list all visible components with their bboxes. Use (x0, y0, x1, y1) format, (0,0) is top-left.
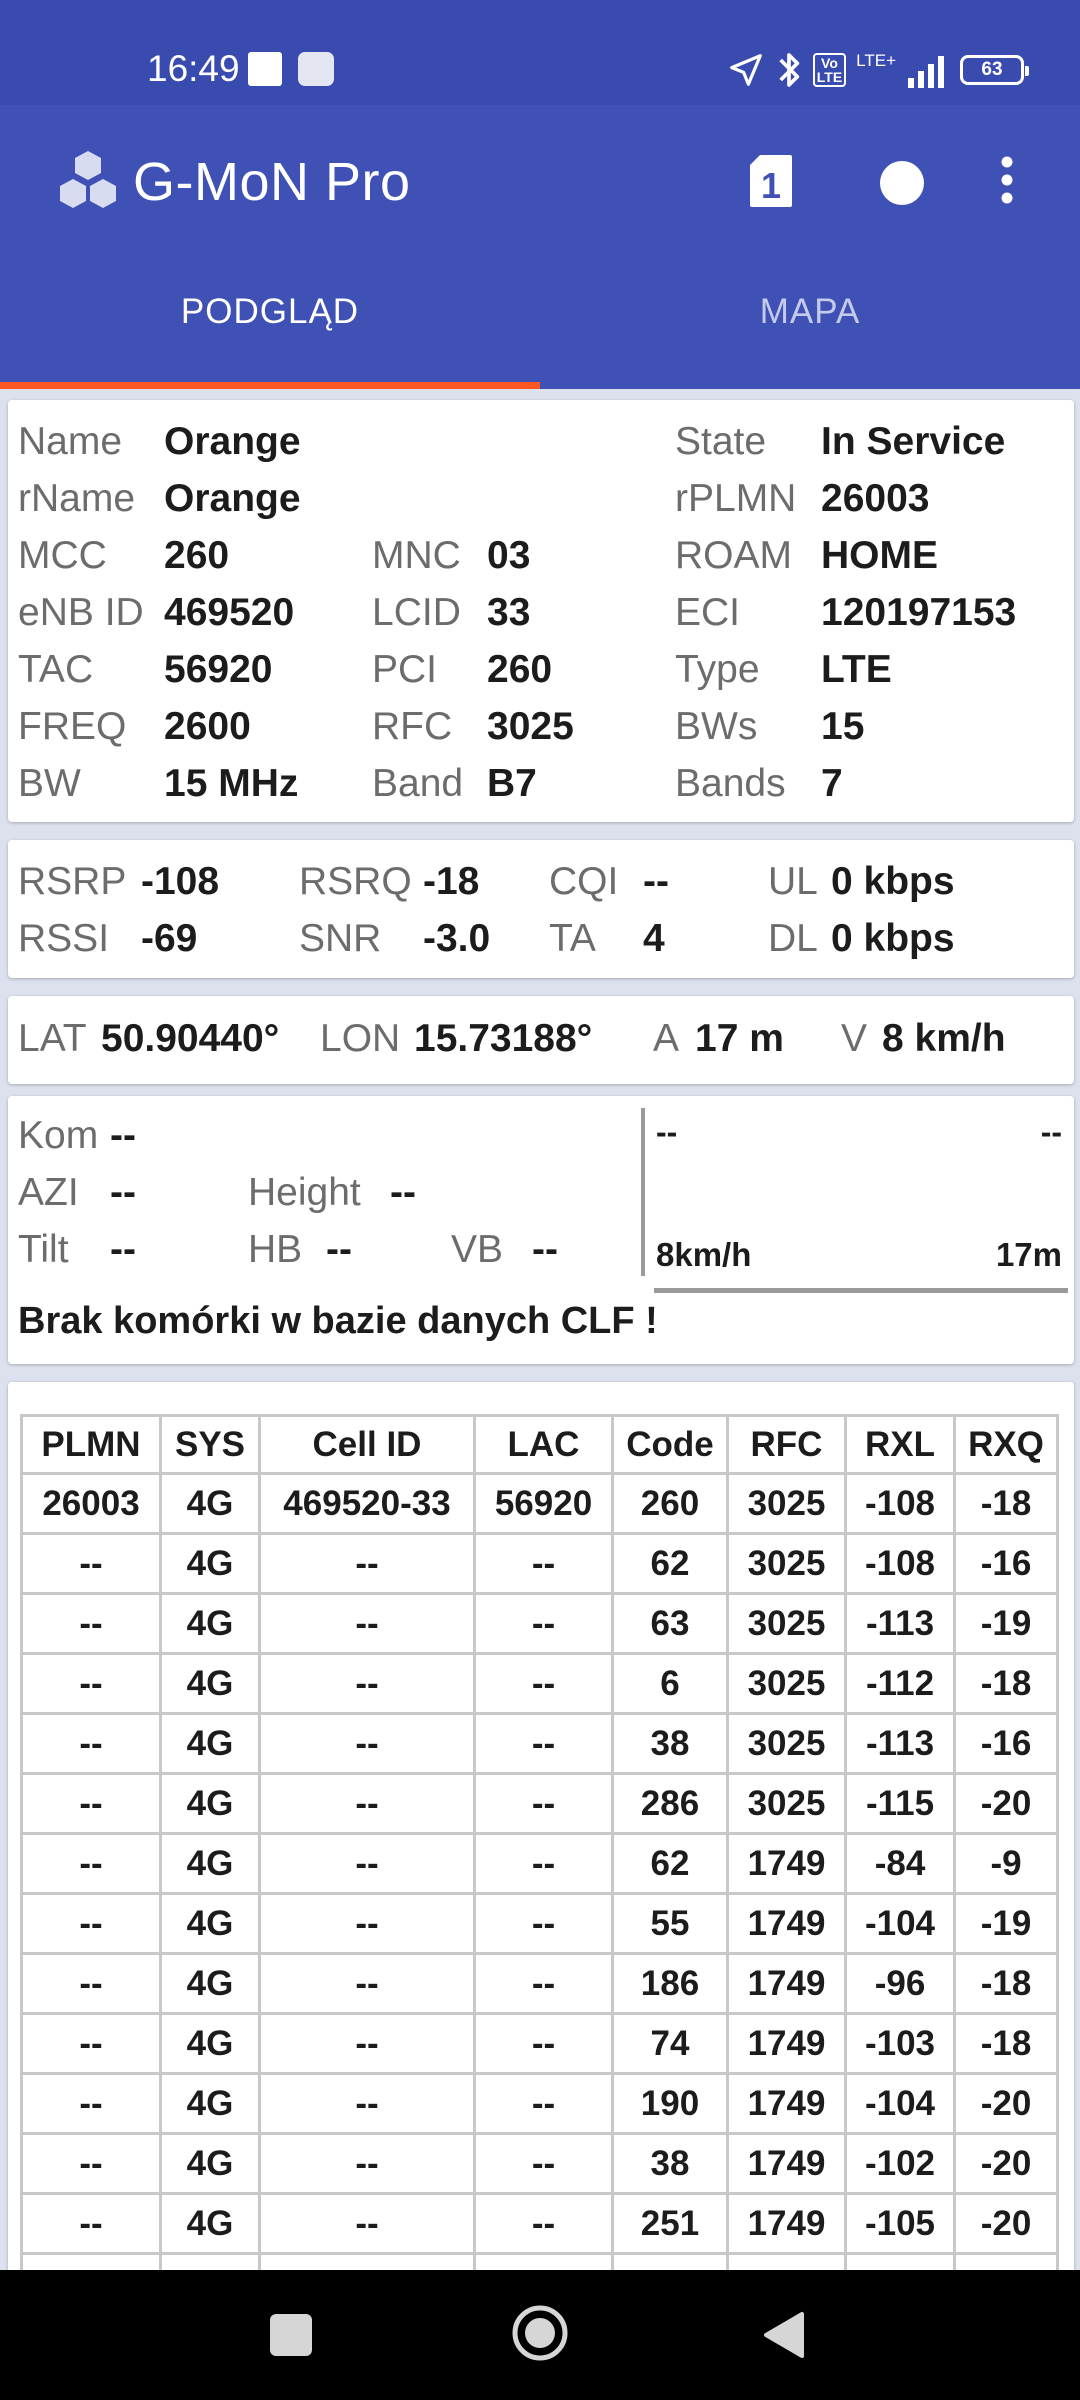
column-header-cell-id[interactable]: Cell ID (260, 1416, 475, 1474)
speed-value: 8 km/h (882, 1017, 1006, 1060)
cell-code: 251 (613, 2194, 728, 2254)
cell-rxq: -20 (955, 2194, 1058, 2254)
cell-lac: -- (475, 1594, 613, 1654)
bws-value: 15 (821, 705, 865, 748)
table-row[interactable] (22, 1594, 1058, 1654)
location-icon (727, 51, 765, 89)
cell-rxq: -20 (955, 2134, 1058, 2194)
table-row[interactable] (22, 2194, 1058, 2254)
app-logo-icon (53, 147, 123, 217)
record-icon[interactable] (880, 161, 924, 205)
table-row[interactable] (22, 1714, 1058, 1774)
neighbor-cells-table (20, 1414, 1059, 2282)
cell-lac: -- (475, 2074, 613, 2134)
ta-value: 4 (643, 917, 665, 960)
table-row[interactable] (22, 2014, 1058, 2074)
dl-value: 0 kbps (831, 917, 955, 960)
cell-code: 74 (613, 2014, 728, 2074)
column-header-code[interactable]: Code (613, 1416, 728, 1474)
ul-label: UL (768, 860, 818, 903)
pci-value: 260 (487, 648, 553, 691)
table-row[interactable] (22, 1894, 1058, 1954)
home-button[interactable] (512, 2305, 568, 2361)
rname-value: Orange (164, 477, 301, 520)
bw-value: 15 MHz (164, 762, 299, 805)
bands-value: 7 (821, 762, 843, 805)
cell-lac: -- (475, 1714, 613, 1774)
vb-value: -- (532, 1228, 558, 1271)
cell-rxq: -20 (955, 2074, 1058, 2134)
cell-rxq: -19 (955, 1894, 1058, 1954)
table-header-row (22, 1416, 1058, 1474)
notification-icon (248, 52, 282, 86)
column-header-lac[interactable]: LAC (475, 1416, 613, 1474)
recents-button[interactable] (270, 2314, 312, 2356)
compass-top-left: -- (656, 1114, 678, 1150)
eci-label: ECI (675, 591, 741, 634)
lte-indicator: LTE+ (856, 50, 896, 70)
cqi-label: CQI (549, 860, 619, 903)
cell-rxl: -102 (846, 2134, 955, 2194)
cell-cell-id: -- (260, 2134, 475, 2194)
cell-sys: 4G (161, 2014, 260, 2074)
cell-cell-id: -- (260, 1654, 475, 1714)
sim-1-icon[interactable] (748, 153, 794, 209)
cell-sys: 4G (161, 2134, 260, 2194)
divider-horizontal (654, 1288, 1068, 1293)
lcid-value: 33 (487, 591, 531, 634)
ta-label: TA (549, 917, 596, 960)
bands-label: Bands (675, 762, 786, 805)
cell-rfc: 1749 (728, 2194, 846, 2254)
rsrp-label: RSRP (18, 860, 127, 903)
status-bar (0, 0, 1080, 105)
column-header-plmn[interactable]: PLMN (22, 1416, 161, 1474)
lat-value: 50.90440° (101, 1017, 280, 1060)
cell-rfc: 1749 (728, 1894, 846, 1954)
speed-label: V (841, 1017, 868, 1060)
snr-label: SNR (299, 917, 382, 960)
cell-sys: 4G (161, 1714, 260, 1774)
rsrp-value: -108 (141, 860, 220, 903)
table-row[interactable] (22, 2134, 1058, 2194)
cell-plmn: -- (22, 2134, 161, 2194)
cell-code: 38 (613, 1714, 728, 1774)
rname-label: rName (18, 477, 136, 520)
freq-value: 2600 (164, 705, 251, 748)
column-header-rxq[interactable]: RXQ (955, 1416, 1058, 1474)
enb-value: 469520 (164, 591, 295, 634)
cell-lac: 56920 (475, 1474, 613, 1534)
cell-cell-id: -- (260, 2194, 475, 2254)
type-label: Type (675, 648, 760, 691)
lon-label: LON (320, 1017, 401, 1060)
cell-code: 186 (613, 1954, 728, 2014)
bw-label: BW (18, 762, 81, 805)
cell-rxq: -18 (955, 1654, 1058, 1714)
rsrq-value: -18 (423, 860, 480, 903)
neighbor-cells-card (8, 1382, 1074, 2282)
cell-lac: -- (475, 1534, 613, 1594)
table-row[interactable] (22, 1654, 1058, 1714)
mcc-value: 260 (164, 534, 230, 577)
mini-altitude: 17m (995, 1236, 1062, 1273)
cell-cell-id: -- (260, 1834, 475, 1894)
cell-plmn: -- (22, 1714, 161, 1774)
band-value: B7 (487, 762, 537, 805)
cell-rxl: -96 (846, 1954, 955, 2014)
cell-code: 38 (613, 2134, 728, 2194)
cell-rxl: -112 (846, 1654, 955, 1714)
cell-rxl: -108 (846, 1474, 955, 1534)
rfc-label: RFC (372, 705, 453, 748)
cell-lac: -- (475, 2014, 613, 2074)
more-options-icon[interactable] (1000, 155, 1014, 205)
cell-sys: 4G (161, 1894, 260, 1954)
tilt-value: -- (110, 1228, 136, 1271)
cell-plmn: -- (22, 1534, 161, 1594)
cell-sys: 4G (161, 1474, 260, 1534)
roam-label: ROAM (675, 534, 792, 577)
cell-plmn: -- (22, 1594, 161, 1654)
bluetooth-icon (775, 50, 803, 90)
cell-rxl: -105 (846, 2194, 955, 2254)
app-title: G-MoN Pro (133, 152, 411, 212)
azi-value: -- (110, 1171, 136, 1214)
mnc-label: MNC (372, 534, 461, 577)
cell-rfc: 1749 (728, 1834, 846, 1894)
cell-code: 63 (613, 1594, 728, 1654)
clock: 16:49 (147, 48, 240, 89)
mini-speed: 8km/h (656, 1236, 752, 1273)
column-header-rfc[interactable]: RFC (728, 1416, 846, 1474)
active-tab-indicator (0, 382, 540, 389)
cell-rxl: -84 (846, 1834, 955, 1894)
table-row[interactable] (22, 1774, 1058, 1834)
cell-rfc: 3025 (728, 1474, 846, 1534)
cell-plmn: -- (22, 1954, 161, 2014)
cell-rfc: 3025 (728, 1534, 846, 1594)
cell-cell-id: -- (260, 1534, 475, 1594)
tac-label: TAC (18, 648, 94, 691)
cell-rxl: -108 (846, 1534, 955, 1594)
rssi-value: -69 (141, 917, 198, 960)
type-value: LTE (821, 648, 892, 691)
cell-cell-id: -- (260, 1774, 475, 1834)
cell-rxq: -20 (955, 1774, 1058, 1834)
dl-label: DL (768, 917, 818, 960)
tab-bar (0, 257, 1080, 389)
mcc-label: MCC (18, 534, 107, 577)
tab-mapa[interactable]: MAPA (759, 292, 861, 331)
kom-label: Kom (18, 1114, 99, 1157)
cell-plmn: -- (22, 1834, 161, 1894)
snr-value: -3.0 (423, 917, 491, 960)
cell-rxl: -115 (846, 1774, 955, 1834)
cell-lac: -- (475, 2134, 613, 2194)
cell-code: 55 (613, 1894, 728, 1954)
cell-rxl: -113 (846, 1714, 955, 1774)
table-row[interactable] (22, 1474, 1058, 1534)
enb-label: eNB ID (18, 591, 144, 634)
rplmn-label: rPLMN (675, 477, 797, 520)
hb-value: -- (326, 1228, 352, 1271)
app-bar (0, 105, 1080, 257)
vb-label: VB (451, 1228, 504, 1271)
table-row[interactable] (22, 1834, 1058, 1894)
name-value: Orange (164, 420, 301, 463)
cell-sys: 4G (161, 1594, 260, 1654)
rsrq-label: RSRQ (299, 860, 412, 903)
clf-message: Brak komórki w bazie danych CLF ! (18, 1300, 658, 1342)
cell-code: 260 (613, 1474, 728, 1534)
cell-cell-id: -- (260, 1894, 475, 1954)
cell-rxq: -19 (955, 1594, 1058, 1654)
cell-lac: -- (475, 1774, 613, 1834)
cell-rxq: -16 (955, 1534, 1058, 1594)
name-label: Name (18, 420, 123, 463)
cell-cell-id: -- (260, 1954, 475, 2014)
cell-rxl: -104 (846, 1894, 955, 1954)
cell-rxq: -9 (955, 1834, 1058, 1894)
rplmn-value: 26003 (821, 477, 930, 520)
rfc-value: 3025 (487, 705, 574, 748)
cell-lac: -- (475, 1654, 613, 1714)
tilt-label: Tilt (18, 1228, 69, 1271)
cell-rxl: -104 (846, 2074, 955, 2134)
cell-cell-id: -- (260, 1594, 475, 1654)
eci-value: 120197153 (821, 591, 1017, 634)
cell-code: 62 (613, 1534, 728, 1594)
cell-sys: 4G (161, 1534, 260, 1594)
cell-rxq: -18 (955, 1954, 1058, 2014)
cell-cell-id: 469520-33 (260, 1474, 475, 1534)
cell-lac: -- (475, 1834, 613, 1894)
state-label: State (675, 420, 767, 463)
cell-rxq: -16 (955, 1714, 1058, 1774)
back-button[interactable] (760, 2310, 806, 2360)
cell-plmn: -- (22, 1894, 161, 1954)
table-row[interactable] (22, 1534, 1058, 1594)
kom-value: -- (110, 1114, 136, 1157)
cell-plmn: 26003 (22, 1474, 161, 1534)
cell-sys: 4G (161, 1774, 260, 1834)
cell-rxq: -18 (955, 1474, 1058, 1534)
cell-lac: -- (475, 1954, 613, 2014)
cell-rfc: 3025 (728, 1594, 846, 1654)
cell-plmn: -- (22, 2194, 161, 2254)
table-row[interactable] (22, 1954, 1058, 2014)
lon-value: 15.73188° (414, 1017, 593, 1060)
tab-podglad[interactable]: PODGLĄD (180, 292, 360, 331)
cqi-value: -- (643, 860, 669, 903)
cell-lac: -- (475, 1894, 613, 1954)
cell-lac: -- (475, 2194, 613, 2254)
azi-label: AZI (18, 1171, 79, 1214)
column-header-rxl[interactable]: RXL (846, 1416, 955, 1474)
hb-label: HB (248, 1228, 303, 1271)
bws-label: BWs (675, 705, 758, 748)
cell-rxq: -18 (955, 2014, 1058, 2074)
cell-sys: 4G (161, 2194, 260, 2254)
cell-rxl: -113 (846, 1594, 955, 1654)
status-icons (727, 48, 1024, 92)
svg-text:1: 1 (760, 165, 782, 206)
cell-cell-id: -- (260, 2074, 475, 2134)
tac-value: 56920 (164, 648, 273, 691)
freq-label: FREQ (18, 705, 127, 748)
cell-rfc: 3025 (728, 1654, 846, 1714)
cell-code: 62 (613, 1834, 728, 1894)
pci-label: PCI (372, 648, 438, 691)
cell-plmn: -- (22, 2074, 161, 2134)
cell-plmn: -- (22, 2014, 161, 2074)
rssi-label: RSSI (18, 917, 110, 960)
divider-vertical (641, 1108, 645, 1276)
state-value: In Service (821, 420, 1006, 463)
cell-sys: 4G (161, 1834, 260, 1894)
cell-info-card (8, 400, 1074, 822)
signal-card (8, 840, 1074, 978)
gps-card (8, 996, 1074, 1084)
compass-top-right: -- (1040, 1114, 1062, 1150)
cell-rfc: 3025 (728, 1774, 846, 1834)
height-value: -- (390, 1171, 416, 1214)
cell-rfc: 1749 (728, 2134, 846, 2194)
cell-rxl: -103 (846, 2014, 955, 2074)
cell-rfc: 1749 (728, 2014, 846, 2074)
battery-icon: 63 (960, 55, 1024, 85)
cell-plmn: -- (22, 1774, 161, 1834)
cell-plmn: -- (22, 1654, 161, 1714)
cell-code: 286 (613, 1774, 728, 1834)
table-body (22, 1474, 1058, 2283)
band-label: Band (372, 762, 464, 805)
table-row[interactable] (22, 2074, 1058, 2134)
column-header-sys[interactable]: SYS (161, 1416, 260, 1474)
volte-icon: Vo LTE (813, 53, 846, 87)
notification-icon-2 (298, 52, 334, 86)
cell-cell-id: -- (260, 1714, 475, 1774)
mnc-value: 03 (487, 534, 531, 577)
cell-cell-id: -- (260, 2014, 475, 2074)
lcid-label: LCID (372, 591, 461, 634)
navigation-bar (0, 2270, 1080, 2400)
cell-code: 6 (613, 1654, 728, 1714)
cell-rfc: 1749 (728, 1954, 846, 2014)
altitude-value: 17 m (695, 1017, 784, 1060)
cell-rfc: 1749 (728, 2074, 846, 2134)
signal-icon (906, 52, 950, 88)
height-label: Height (248, 1171, 361, 1214)
lat-label: LAT (18, 1017, 87, 1060)
ul-value: 0 kbps (831, 860, 955, 903)
cell-sys: 4G (161, 1654, 260, 1714)
cell-rfc: 3025 (728, 1714, 846, 1774)
cell-sys: 4G (161, 2074, 260, 2134)
site-card (8, 1096, 1074, 1364)
roam-value: HOME (821, 534, 938, 577)
cell-code: 190 (613, 2074, 728, 2134)
altitude-label: A (653, 1017, 680, 1060)
cell-sys: 4G (161, 1954, 260, 2014)
